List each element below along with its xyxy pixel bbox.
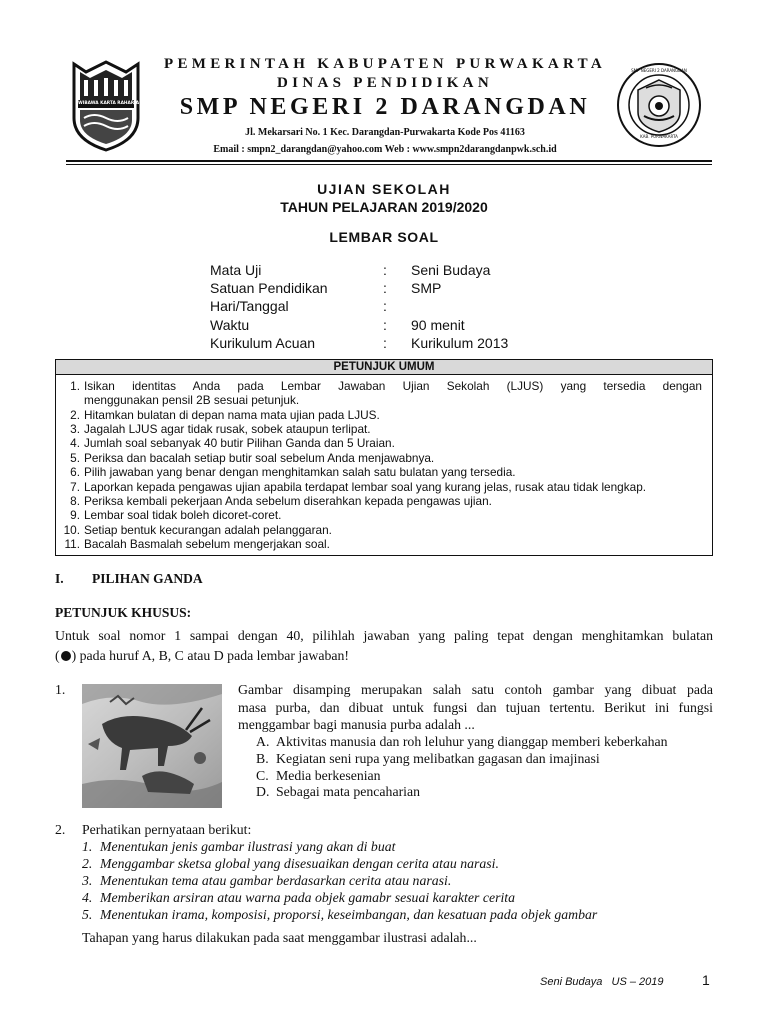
statement-text: Menggambar sketsa global yang disesuaikan dengan cerita atau narasi. <box>100 856 499 871</box>
identity-key: Satuan Pendidikan <box>210 280 328 296</box>
identity-colon: : <box>383 262 387 278</box>
regency-logo-motto: WIBAWA KARTA RAHARJA <box>78 101 140 106</box>
statement-number: 1. <box>82 839 93 854</box>
question-intro: Perhatikan pernyataan berikut: <box>82 822 252 837</box>
identity-key: Mata Uji <box>210 262 262 278</box>
school-name: SMP NEGERI 2 DARANGDAN <box>179 94 591 120</box>
instruction-number: 7. <box>70 480 80 494</box>
identity-key: Waktu <box>210 317 250 333</box>
question-text-line: Gambar disamping merupakan salah satu contoh gambar yang dibuat pada <box>238 682 713 697</box>
header-divider-thick <box>66 160 712 162</box>
special-instructions-line2-text: ) pada huruf A, B, C atau D pada lembar jawaban! <box>71 648 349 663</box>
option-text[interactable]: Aktivitas manusia dan roh leluhur yang dianggap memberi keberkahan <box>276 734 668 749</box>
statement-text: Menentukan irama, komposisi, proporsi, keseimbangan, dan kesatuan pada objek gambar <box>100 907 598 922</box>
identity-value: Seni Budaya <box>411 262 491 278</box>
statement-text: Memberikan arsiran atau warna pada objek gamabr sesuai karakter cerita <box>100 890 516 905</box>
school-contact: Email : smpn2_darangdan@yahoo.com Web : www.smpn2darangdanpwk.sch.id <box>213 144 557 155</box>
option-letter[interactable]: D. <box>256 784 270 799</box>
instruction-text: Jagalah LJUS agar tidak rusak, sobek ataupun terlipat. <box>84 422 371 436</box>
instruction-text: Jumlah soal sebanyak 40 butir Pilihan Ganda dan 5 Uraian. <box>84 436 395 450</box>
statement-number: 5. <box>82 907 93 922</box>
instruction-number: 6. <box>70 465 80 479</box>
question-number: 2. <box>55 822 66 837</box>
option-text[interactable]: Media berkesenian <box>276 768 381 783</box>
identity-key: Hari/Tanggal <box>210 298 289 314</box>
regency-logo <box>68 60 144 152</box>
statement-number: 4. <box>82 890 93 905</box>
statement-text: Menentukan tema atau gambar berdasarkan cerita atau narasi. <box>100 873 452 888</box>
instruction-number: 3. <box>70 422 80 436</box>
header-divider-thin <box>66 164 712 165</box>
academic-year: TAHUN PELAJARAN 2019/2020 <box>280 199 488 215</box>
instruction-number: 8. <box>70 494 80 508</box>
instruction-text: Periksa dan bacalah setiap butir soal sebelum Anda menjawabnya. <box>84 451 435 465</box>
statement-text: Menentukan jenis gambar ilustrasi yang akan di buat <box>100 839 396 854</box>
question-number: 1. <box>55 682 66 697</box>
paren-open: ( <box>55 648 60 663</box>
identity-colon: : <box>383 280 387 296</box>
instruction-number: 10. <box>63 523 80 537</box>
instruction-text: Isikan identitas Anda pada Lembar Jawaban Ujian Sekolah (LJUS) yang tersedia dengan <box>84 379 702 393</box>
government-name: PEMERINTAH KABUPATEN PURWAKARTA <box>164 56 606 72</box>
instruction-text: Periksa kembali pekerjaan Anda sebelum diserahkan kepada pengawas ujian. <box>84 494 492 508</box>
instruction-number: 11. <box>64 537 80 551</box>
identity-colon: : <box>383 298 387 314</box>
option-text[interactable]: Kegiatan seni rupa yang melibatkan gagasan dan imajinasi <box>276 751 600 766</box>
school-logo-text-bottom: KAB. PURWAKARTA <box>640 134 678 139</box>
instruction-number: 4. <box>70 436 80 450</box>
option-letter[interactable]: A. <box>256 734 270 749</box>
exam-title: UJIAN SEKOLAH <box>317 181 451 197</box>
general-instructions-heading: PETUNJUK UMUM <box>56 360 712 375</box>
instruction-text: Laporkan kepada pengawas ujian apabila terdapat lembar soal yang kurang jelas, rusak atau tidak lengkap. <box>84 480 647 494</box>
cave-painting-image <box>82 684 222 808</box>
instruction-number: 2. <box>70 408 80 422</box>
option-letter[interactable]: C. <box>256 768 269 783</box>
special-instructions-heading: PETUNJUK KHUSUS: <box>55 605 192 620</box>
page-number: 1 <box>702 972 710 988</box>
instruction-number: 1. <box>70 379 80 393</box>
special-instructions-line2 <box>55 648 713 664</box>
option-text[interactable]: Sebagai mata pencaharian <box>276 784 421 799</box>
school-address: Jl. Mekarsari No. 1 Kec. Darangdan-Purwakarta Kode Pos 41163 <box>245 127 525 138</box>
instruction-text: Lembar soal tidak boleh dicoret-coret. <box>84 508 282 522</box>
sheet-title: LEMBAR SOAL <box>329 229 439 245</box>
identity-value: SMP <box>411 280 442 296</box>
footer-label: Seni Budaya US – 2019 <box>540 976 664 988</box>
instruction-text: Bacalah Basmalah sebelum mengerjakan soal. <box>84 537 330 551</box>
section-number: I. <box>55 571 64 586</box>
school-logo-text-top: SMP NEGERI 2 DARANGDAN <box>631 68 687 73</box>
special-instructions-line1: Untuk soal nomor 1 sampai dengan 40, pilihlah jawaban yang paling tepat dengan menghitamkan bulatan <box>55 628 713 643</box>
question-text-line: menggambar bagi manusia purba adalah ... <box>238 717 475 732</box>
identity-key: Kurikulum Acuan <box>210 335 316 351</box>
instruction-text: Hitamkan bulatan di depan nama mata ujian pada LJUS. <box>84 408 380 422</box>
option-letter[interactable]: B. <box>256 751 269 766</box>
school-logo <box>616 62 702 148</box>
identity-colon: : <box>383 335 387 351</box>
instruction-number: 9. <box>70 508 80 522</box>
identity-value: Kurikulum 2013 <box>411 335 509 351</box>
section-title: PILIHAN GANDA <box>92 571 203 586</box>
question-prompt: Tahapan yang harus dilakukan pada saat menggambar ilustrasi adalah... <box>82 930 477 945</box>
instruction-number: 5. <box>70 451 80 465</box>
identity-colon: : <box>383 317 387 333</box>
statement-number: 3. <box>82 873 93 888</box>
instruction-text: Pilih jawaban yang benar dengan menghitamkan salah satu bulatan yang tersedia. <box>84 465 516 479</box>
instruction-text: Setiap bentuk kecurangan adalah pelanggaran. <box>84 523 332 537</box>
question-text-line: masa purba, dan dibuat untuk fungsi dan tujuan tertentu. Berikut ini fungsi <box>238 700 713 715</box>
filled-circle-icon <box>61 651 71 661</box>
agency-name: DINAS PENDIDIKAN <box>277 75 493 91</box>
instruction-text-cont: menggunakan pensil 2B sesuai petunjuk. <box>84 393 300 407</box>
identity-value: 90 menit <box>411 317 465 333</box>
statement-number: 2. <box>82 856 93 871</box>
